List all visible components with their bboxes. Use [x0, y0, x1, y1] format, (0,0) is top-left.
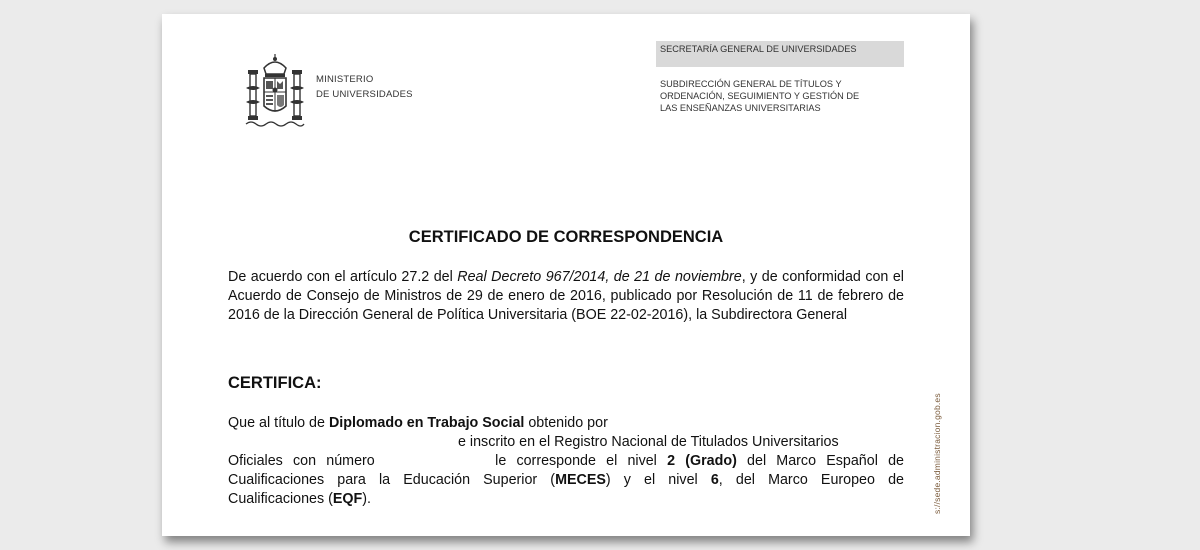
intro-paragraph — [228, 268, 904, 325]
level-grado: 2 (Grado) — [667, 453, 737, 469]
certificate-page — [162, 14, 970, 536]
secretaria-general-label: SECRETARÍA GENERAL DE UNIVERSIDADES — [656, 41, 904, 67]
intro-decree: Real Decreto 967/2014, de 21 de noviembre — [457, 269, 742, 285]
body-text-d: Oficiales con número — [228, 453, 375, 469]
body-text-h: ) y el nivel — [605, 472, 711, 488]
document-title: CERTIFICADO DE CORRESPONDENCIA — [408, 228, 724, 246]
level-eqf: 6 — [710, 472, 719, 488]
body-text-c: e inscrito en el Registro Nacional de Titulados Universitarios — [458, 434, 839, 450]
body-text-j: Cualificaciones ( — [228, 491, 333, 507]
ministry-name — [316, 72, 413, 102]
meces-label: MECES — [555, 472, 606, 488]
subdireccion-line-1: SUBDIRECCIÓN GENERAL DE TÍTULOS Y — [660, 79, 842, 89]
certifica-heading: CERTIFICA: — [228, 374, 322, 392]
body-paragraph — [228, 414, 904, 509]
subdireccion-label — [660, 78, 910, 114]
sede-url[interactable]: s://sede.administracion.gob.es — [932, 393, 942, 514]
ministry-line-1: MINISTERIO — [316, 74, 374, 85]
eqf-label: EQF — [332, 491, 363, 507]
body-text-a: Que al título de — [228, 415, 329, 431]
body-text-g: Cualificaciones para la Educación Superior ( — [228, 472, 556, 488]
body-line-1 — [228, 414, 904, 433]
body-line-5 — [228, 490, 904, 509]
body-line-4 — [228, 471, 904, 490]
degree-name: Diplomado en Trabajo Social — [328, 415, 525, 431]
coat-of-arms-icon — [244, 54, 306, 135]
body-text-e: le corresponde el nivel — [495, 453, 668, 469]
body-text-f: del Marco Español de — [736, 453, 904, 469]
body-line-3 — [228, 452, 904, 471]
intro-text-2: , y de conformidad con el Acuerdo de Consejo de Ministros de 29 de enero de 2016, publicado por Resolución de 11 de febrero de 2016 de la Dirección General de Política Universitaria (BOE 22-02-2016), la Subdirectora General — [228, 269, 904, 323]
intro-text-1: De acuerdo con el artículo 27.2 del — [228, 269, 458, 285]
ministry-line-2: DE UNIVERSIDADES — [316, 89, 413, 100]
subdireccion-line-2: ORDENACIÓN, SEGUIMIENTO Y GESTIÓN DE — [660, 91, 860, 101]
body-text-i: , del Marco Europeo de — [718, 472, 904, 488]
body-line-2 — [228, 433, 904, 452]
body-text-b: obtenido por — [524, 415, 608, 431]
subdireccion-line-3: LAS ENSEÑANZAS UNIVERSITARIAS — [660, 103, 821, 113]
body-text-k: ). — [362, 491, 372, 507]
